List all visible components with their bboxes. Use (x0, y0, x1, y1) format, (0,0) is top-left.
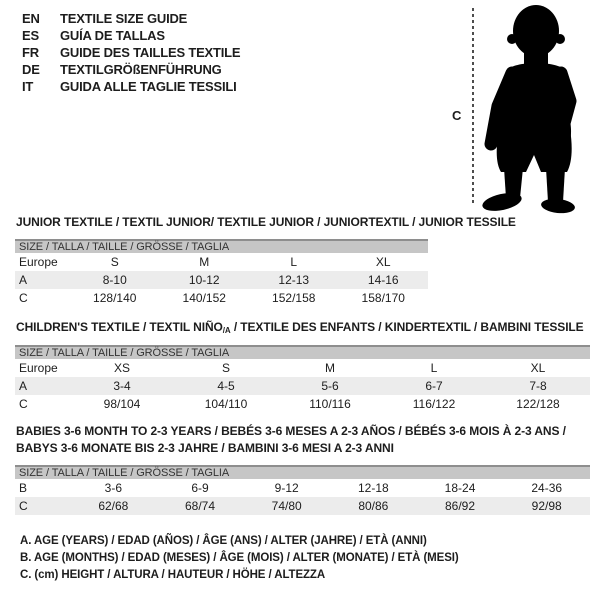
size-cell: XL (530, 361, 546, 375)
table-row (15, 253, 428, 271)
table-row (15, 271, 428, 289)
row-label: C (19, 499, 28, 513)
children-heading-subscript: /A (222, 326, 231, 335)
row-label: A (19, 379, 28, 393)
language-code: DE (22, 62, 40, 77)
size-cell: M (325, 361, 335, 375)
height-cell: 68/74 (184, 499, 216, 513)
babies-table-header-bar: SIZE / TALLA / TAILLE / GRÖSSE / TAGLIA (15, 465, 590, 479)
height-cell: 152/158 (272, 291, 316, 305)
age-cell: 7-8 (529, 379, 547, 393)
language-code: IT (22, 79, 34, 94)
height-cell: 110/116 (309, 397, 351, 411)
row-label: C (19, 291, 28, 305)
junior-table-header-bar: SIZE / TALLA / TAILLE / GRÖSSE / TAGLIA (15, 239, 428, 253)
height-cell: 74/80 (271, 499, 302, 513)
size-cell: XL (375, 255, 391, 269)
children-section-heading (16, 320, 584, 335)
age-cell: 6-9 (191, 481, 209, 495)
language-title: TEXTILGRÖßENFÜHRUNG (60, 62, 222, 77)
footnote-c: C. (cm) HEIGHT / ALTURA / HAUTEUR / HÖHE / ALTEZZA (20, 569, 326, 581)
age-cell: 9-12 (274, 481, 299, 495)
table-row (15, 359, 590, 377)
language-code: EN (22, 11, 40, 26)
height-cell: 92/98 (531, 499, 562, 513)
language-title: TEXTILE SIZE GUIDE (60, 11, 188, 26)
row-label: A (19, 273, 28, 287)
age-cell: 3-6 (104, 481, 122, 495)
language-code: FR (22, 45, 39, 60)
language-row-de (22, 61, 240, 78)
height-cell: 116/122 (412, 397, 456, 411)
row-label: B (19, 481, 28, 495)
footnotes (20, 533, 459, 584)
table-row (15, 289, 428, 307)
junior-size-table (15, 239, 428, 307)
table-row (15, 377, 590, 395)
footnote-b: B. AGE (MONTHS) / EDAD (MESES) / ÂGE (MOIS) / ALTER (MONATE) / ETÀ (MESI) (20, 552, 459, 564)
size-cell: L (290, 255, 298, 269)
junior-section-heading: JUNIOR TEXTILE / TEXTIL JUNIOR/ TEXTILE JUNIOR / JUNIORTEXTIL / JUNIOR TESSILE (16, 215, 516, 229)
babies-heading-line2: BABYS 3-6 MONATE BIS 2-3 JAHRE / BAMBINI 3-6 MESI A 2-3 ANNI (16, 441, 394, 455)
language-row-es (22, 27, 240, 44)
footnote-a: A. AGE (YEARS) / EDAD (AÑOS) / ÂGE (ANS) / ALTER (JAHRE) / ETÀ (ANNI) (20, 535, 427, 547)
row-label: Europe (19, 361, 58, 375)
size-cell: M (199, 255, 210, 269)
children-heading-suffix: / TEXTILE DES ENFANTS / KINDERTEXTIL / BAMBINI TESSILE (230, 320, 584, 334)
language-code: ES (22, 28, 39, 43)
age-cell: 24-36 (531, 481, 563, 495)
row-label: C (19, 397, 28, 411)
size-cell: L (430, 361, 438, 375)
height-cell: 86/92 (445, 499, 476, 513)
height-measure-label: C (452, 108, 462, 123)
height-cell: 80/86 (358, 499, 389, 513)
table-row (15, 479, 590, 497)
size-cell: S (110, 255, 119, 269)
height-cell: 62/68 (98, 499, 129, 513)
table-row (15, 395, 590, 413)
language-row-it (22, 78, 240, 95)
baby-silhouette-icon (470, 0, 600, 215)
language-list (22, 10, 240, 95)
children-size-table (15, 345, 590, 413)
age-cell: 5-6 (321, 379, 339, 393)
size-cell: XS (113, 361, 130, 375)
height-cell: 104/110 (204, 397, 248, 411)
language-title: GUÍA DE TALLAS (60, 28, 165, 43)
age-cell: 12-18 (358, 481, 389, 495)
age-cell: 12-13 (278, 273, 310, 287)
height-cell: 98/104 (103, 397, 141, 411)
age-cell: 4-5 (217, 379, 235, 393)
age-cell: 10-12 (188, 273, 220, 287)
babies-heading-line1: BABIES 3-6 MONTH TO 2-3 YEARS / BEBÉS 3-6 MESES A 2-3 AÑOS / BÉBÉS 3-6 MOIS À 2-3 ANS / (16, 424, 566, 438)
age-cell: 3-4 (113, 379, 131, 393)
age-cell: 6-7 (425, 379, 443, 393)
height-cell: 158/170 (361, 291, 405, 305)
children-table-header-bar: SIZE / TALLA / TAILLE / GRÖSSE / TAGLIA (15, 345, 590, 359)
age-cell: 8-10 (102, 273, 127, 287)
height-cell: 122/128 (516, 397, 560, 411)
language-title: GUIDE DES TAILLES TEXTILE (60, 45, 241, 60)
language-row-en (22, 10, 240, 27)
language-title: GUIDA ALLE TAGLIE TESSILI (60, 79, 237, 94)
language-row-fr (22, 44, 240, 61)
babies-size-table (15, 465, 590, 515)
height-cell: 128/140 (93, 291, 137, 305)
children-heading-prefix: CHILDREN'S TEXTILE / TEXTIL NIÑO (16, 320, 223, 334)
age-cell: 18-24 (444, 481, 476, 495)
table-row (15, 497, 590, 515)
size-cell: S (221, 361, 230, 375)
height-cell: 140/152 (182, 291, 226, 305)
row-label: Europe (19, 255, 58, 269)
babies-section-heading (16, 423, 566, 457)
age-cell: 14-16 (367, 273, 399, 287)
